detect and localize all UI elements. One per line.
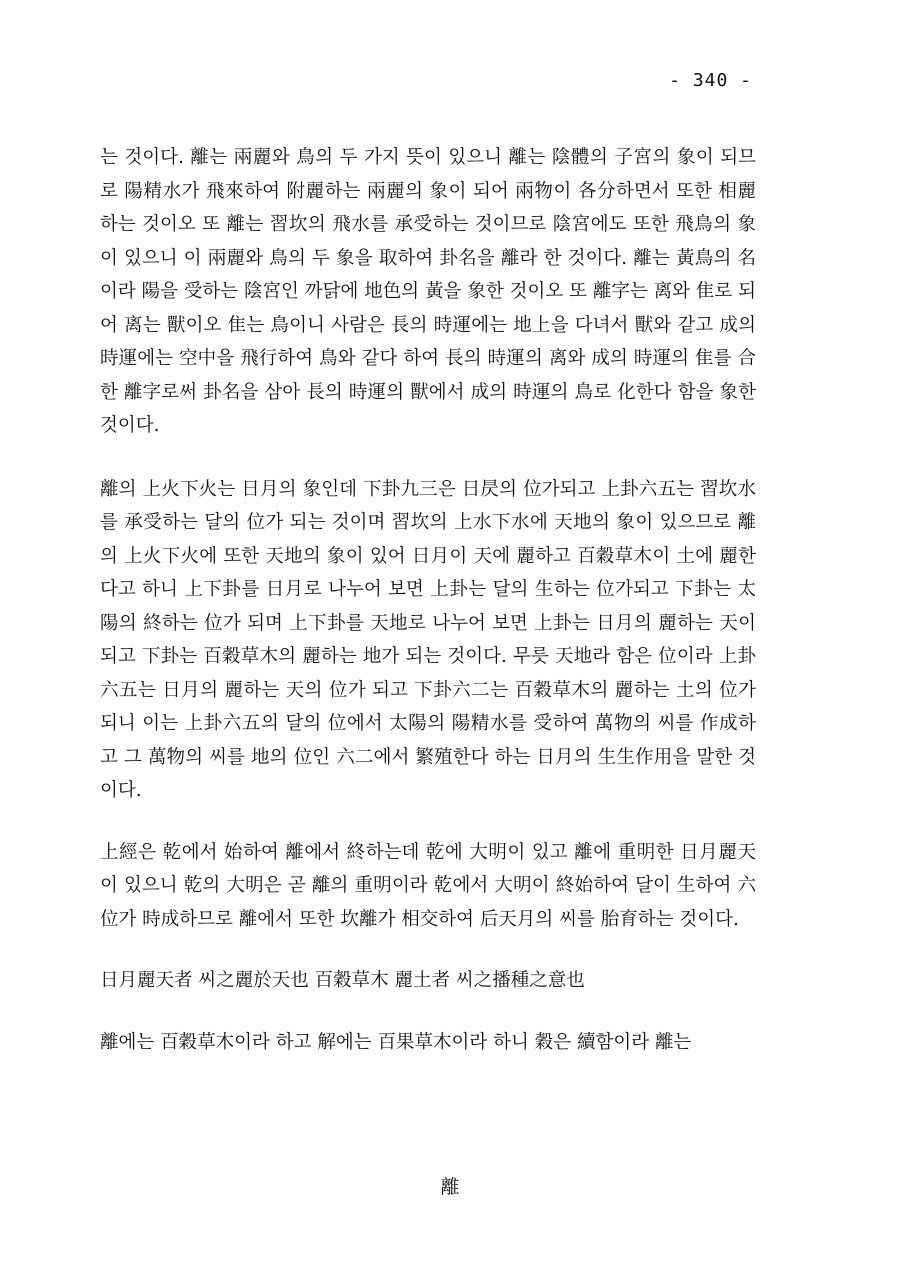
paragraph-4-quote: 日月麗天者 씨之麗於天也 百穀草木 麗土者 씨之播種之意也 [100, 970, 585, 991]
paragraph-3: 上經은 乾에서 始하여 離에서 終하는데 乾에 大明이 있고 離에 重明한 日月麗天이 있으니 乾의 大明은 곧 離의 重明이라 乾에서 大明이 終始하여 달이 生하여 六位가 時成하므로 離에서 또한 坎離가 相交하여 后天月의 씨를 胎育하는 것이다. [100, 841, 756, 930]
page-number: - 340 - [669, 70, 752, 91]
paragraph-1: 는 것이다. 離는 兩麗와 鳥의 두 가지 뜻이 있으니 離는 陰體의 子宮의 象이 되므로 陽精水가 飛來하여 附麗하는 兩麗의 象이 되어 兩物이 各分하면서 또한 相麗하는 것이오 또 離는 習坎의 飛水를 承受하는 것이므로 陰宮에도 또한 飛鳥의 象이 있으니 이 兩麗와 鳥의 두 象을 取하여 卦名을 離라 한 것이다. 離는 黃鳥의 名이라 陽을 受하는 陰宮인 까닭에 地色의 黃을 象한 것이오 또 離字는 离와 隹로 되어 离는 獸이오 隹는 鳥이니 사람은 長의 時運에는 地上을 다녀서 獸와 같고 成의 時運에는 空中을 飛行하여 鳥와 같다 하여 長의 時運의 离와 成의 時運의 隹를 合한 離字로써 卦名을 삼아 長의 時運의 獸에서 成의 時運의 鳥로 化한다 함을 象한 것이다. [100, 147, 756, 436]
footer-chapter-label: 離 [440, 1176, 460, 1198]
paragraph-2: 離의 上火下火는 日月의 象인데 下卦九三은 日昃의 位가되고 上卦六五는 習坎水를 承受하는 달의 位가 되는 것이며 習坎의 上水下水에 天地의 象이 있으므로 離의 上火下火에 또한 天地의 象이 있어 日月이 天에 麗하고 百穀草木이 土에 麗한다고 하니 上下卦를 日月로 나누어 보면 上卦는 달의 生하는 位가되고 下卦는 太陽의 終하는 位가 되며 上下卦를 天地로 나누어 보면 上卦는 日月의 麗하는 天이 되고 下卦는 百穀草木의 麗하는 地가 되는 것이다. 무릇 天地라 함은 位이라 上卦六五는 日月의 麗하는 天의 位가 되고 下卦六二는 百穀草木의 麗하는 土의 位가되니 이는 上卦六五의 달의 位에서 太陽의 陽精水를 受하여 萬物의 씨를 作成하고 그 萬物의 씨를 地의 位인 六二에서 繁殖한다 하는 日月의 生生作用을 말한 것이다. [100, 478, 756, 801]
page-body [100, 141, 756, 1059]
paragraph-5: 離에는 百穀草木이라 하고 解에는 百果草木이라 하니 穀은 續함이라 離는 [100, 1031, 692, 1053]
